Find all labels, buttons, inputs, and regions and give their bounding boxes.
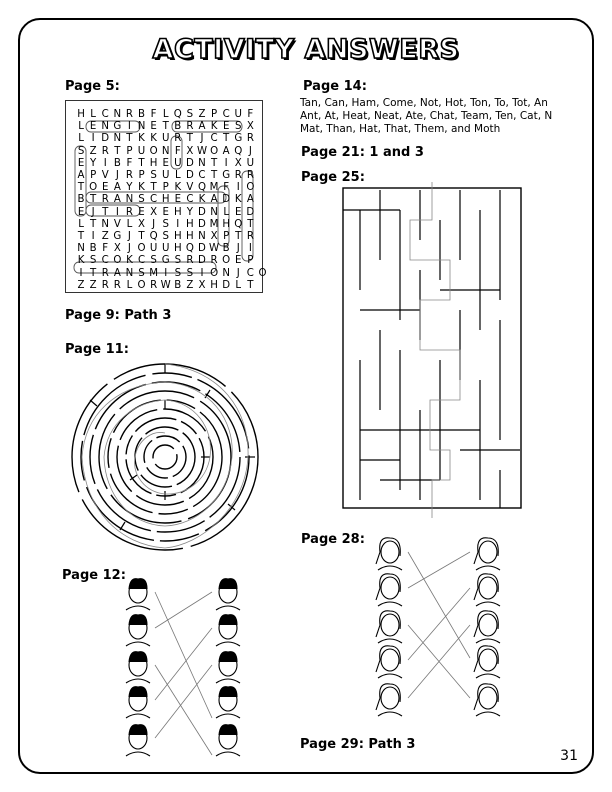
word-search-letter: P [90,170,97,181]
word-search-letter: C [101,109,109,120]
word-search-letter: J [236,267,240,279]
word-search-letter: Z [198,109,206,120]
word-search-row [75,182,256,193]
word-search-letter: W [196,145,208,157]
word-search-letter: L [78,218,84,230]
word-search-letter: R [186,255,194,267]
word-search-letter: S [162,231,169,242]
word-search-letter: K [210,121,218,133]
word-search-letter: G [113,121,122,133]
word-search-letter: R [101,194,109,206]
word-search-letter: N [77,243,85,255]
word-search-row [75,207,256,218]
word-search-letter: Z [89,145,97,157]
word-search-letter: Q [197,182,206,194]
word-search-letter: O [89,182,98,194]
word-search-letter: S [235,121,242,133]
word-search-letter: M [149,267,158,279]
word-search-letter: Z [77,279,85,291]
word-search-letter: J [127,231,131,242]
word-search-letter: T [138,231,145,242]
word-search-letter: F [247,109,254,120]
word-search-letter: E [174,194,182,206]
word-search-letter: A [113,194,121,206]
word-search-letter: D [222,279,231,291]
word-search-row [75,133,256,144]
word-search-letter: A [198,121,206,133]
word-search-row [75,194,256,205]
word-search-letter: I [200,267,204,279]
word-search-letter: L [126,218,133,230]
word-search-letter: R [210,255,218,267]
word-search-letter: R [125,170,133,181]
word-search-letter: B [174,121,182,133]
word-search-letter: W [160,279,171,291]
word-search-letter: P [126,145,133,157]
word-search-letter: E [162,206,169,218]
word-search-letter: E [162,157,169,169]
word-search-letter: R [101,145,109,157]
word-search-letter: D [185,157,194,169]
word-search-letter: O [246,182,255,194]
word-search-letter: D [198,206,206,218]
word-search-letter: H [186,218,194,230]
word-search-letter: E [235,206,242,218]
word-search-letter: D [222,194,231,206]
word-search-row [75,268,269,279]
page-title: ACTIVITY ANSWERS [152,34,460,65]
girl-face-icon [479,614,497,636]
word-search-letter: R [186,121,194,133]
word-search-letter: I [103,157,107,169]
word-search-letter: C [101,255,109,267]
word-search-letter: F [150,109,157,120]
word-search-letter: U [161,243,170,255]
word-search-letter: B [89,243,97,255]
word-search-letter: Q [234,218,243,230]
label-page-9: Page 9: Path 3 [65,308,172,323]
word-search-row [75,121,256,132]
word-search-letter: N [198,231,206,242]
word-search-letter: M [209,182,219,194]
word-search-letter: I [248,243,252,255]
word-search-row [75,255,256,266]
word-search-letter: J [127,243,131,255]
word-search-letter: J [236,243,240,255]
word-search-letter: R [246,231,254,242]
word-search-letter: N [210,206,218,218]
word-search-letter: F [174,145,181,157]
word-search-letter: E [77,157,85,169]
label-page-21: Page 21: 1 and 3 [301,145,424,160]
word-search-letter: C [246,267,254,279]
word-search-letter: N [161,145,170,157]
word-search-row [75,231,256,242]
word-search-letter: E [138,206,145,218]
word-search-letter: Q [185,243,194,255]
word-search-row [75,146,256,157]
circular-maze [60,360,270,555]
word-search-letter: J [152,218,156,230]
word-search-letter: R [234,170,242,181]
word-search-letter: X [186,145,194,157]
word-search-letter: X [138,218,145,230]
rectangular-maze [340,180,525,520]
word-search-letter: H [77,109,85,120]
word-search-letter: P [223,231,230,242]
girl-face-icon [479,649,497,671]
word-search-letter: A [210,194,218,206]
word-search-letter: S [150,170,157,181]
word-search-letter: X [198,279,206,291]
word-search-letter: O [113,255,122,267]
word-search-letter: N [137,121,146,133]
word-search-letter: D [198,218,206,230]
word-search-letter: T [102,206,109,218]
word-search-letter: N [222,267,230,279]
word-search-letter: R [113,279,121,291]
word-search-letter: J [248,145,252,157]
word-search-letter: O [222,255,231,267]
girl-face-icon [381,541,399,563]
word-search-letter: W [209,243,220,255]
word-search-letter: I [224,157,228,169]
word-search-letter: C [137,255,146,267]
word-search-letter: U [137,145,146,157]
word-search-letter: B [113,157,121,169]
word-search-letter: C [186,194,194,206]
word-search-letter: K [138,133,145,145]
word-search-letter: X [234,157,242,169]
word-search-letter: E [77,206,85,218]
word-search-letter: H [173,243,182,255]
word-search-letter: H [173,231,182,242]
word-search-letter: E [235,255,242,267]
word-search-letter: E [102,182,109,194]
word-search-letter: Q [173,109,182,120]
word-search-letter: P [247,255,254,267]
label-page-28: Page 28: [301,532,365,547]
word-search-letter: D [246,206,255,218]
word-search-letter: K [126,255,133,267]
word-search-letter: V [186,182,194,194]
word-search-letter: R [174,133,182,145]
word-search-letter: S [162,218,169,230]
girl-face-icon [479,687,497,709]
word-search-letter: N [125,194,134,206]
word-search-letter: K [77,255,85,267]
word-search-row [75,170,256,181]
word-search-letter: C [150,194,158,206]
word-search-letter: F [126,157,133,169]
word-search-letter: T [186,133,193,145]
word-search-letter: O [258,267,267,279]
word-search-letter: P [138,170,145,181]
girl-face-icon [479,541,497,563]
word-search-letter: K [198,194,206,206]
word-search-letter: A [77,170,85,181]
word-search-letter: A [113,267,121,279]
word-search-letter: Z [101,231,109,242]
word-search-letter: T [77,182,85,194]
word-search-letter: R [101,279,109,291]
girl-face-icon [381,649,399,671]
word-search-letter: D [198,243,206,255]
word-search-letter: H [149,157,158,169]
word-search-letter: J [115,170,119,181]
word-search-letter: S [89,255,97,267]
label-page-29: Page 29: Path 3 [300,737,416,752]
word-search-letter: U [234,109,242,120]
word-search-letter: L [126,279,133,291]
word-search-letter: T [138,157,145,169]
label-page-25: Page 25: [301,170,365,185]
word-search-letter: S [186,109,194,120]
word-search-letter: H [186,231,194,242]
word-search-letter: J [91,206,95,218]
label-page-11: Page 11: [65,342,129,357]
word-search-letter: O [210,267,219,279]
label-page-12: Page 12: [62,568,126,583]
word-search-letter: D [185,170,194,181]
word-search-letter: L [235,279,242,291]
word-search-letter: Y [90,157,97,169]
word-search-letter: A [113,182,121,194]
word-search-letter: Z [186,279,194,291]
word-search-grid [65,100,267,293]
word-search-letter: L [78,121,84,133]
page-14-answer-text: Tan, Can, Ham, Come, Not, Hot, Ton, To, Tot, An Ant, At, Heat, Neat, Ate, Chat, Team, Ten, Cat, N Mat, Than, Hat, That, Them, and Moth [300,97,553,135]
word-search-letter: O [149,145,158,157]
word-search-letter: H [222,218,230,230]
word-search-letter: S [150,255,157,267]
word-search-letter: R [101,267,109,279]
word-search-letter: T [235,231,242,242]
word-search-letter: T [247,279,254,291]
word-search-letter: L [78,133,84,145]
word-search-letter: N [198,157,206,169]
girl-face-icon [381,614,399,636]
word-search-letter: G [113,231,122,242]
word-search-letter: O [210,145,219,157]
word-search-letter: K [150,133,157,145]
word-search-letter: K [234,194,242,206]
word-search-letter: T [223,133,230,145]
word-search-letter: B [222,243,230,255]
word-search-letter: S [138,194,145,206]
word-search-row [75,243,256,254]
word-search-letter: S [77,145,85,157]
word-search-row [75,109,256,120]
girl-face-icon [479,577,497,599]
word-search-letter: T [210,170,218,181]
word-search-letter: A [246,194,254,206]
word-search-letter: L [174,170,181,181]
word-search-letter: P [211,109,218,120]
label-page-5: Page 5: [65,79,120,94]
matching-faces-men [120,570,250,765]
word-search-letter: D [198,255,206,267]
word-search-letter: Z [89,279,97,291]
word-search-letter: I [164,267,168,279]
word-search-letter: P [162,182,169,194]
word-search-letter: T [247,218,254,230]
word-search-letter: E [89,121,97,133]
label-page-14: Page 14: [303,79,367,94]
word-search-letter: B [77,194,85,206]
word-search-letter: L [90,109,96,120]
word-search-letter: O [137,243,146,255]
word-search-letter: A [222,145,230,157]
word-search-letter: Q [234,145,243,157]
word-search-letter: L [223,206,230,218]
word-search-letter: X [150,206,158,218]
word-search-letter: U [161,170,170,181]
word-search-letter: S [138,267,145,279]
word-search-letter: D [101,133,110,145]
word-search-letter: I [79,267,83,279]
word-search-letter: L [162,109,169,120]
word-search-letter: T [210,157,218,169]
word-search-letter: I [115,206,119,218]
word-search-letter: T [90,218,97,230]
word-search-letter: G [161,255,170,267]
word-search-letter: X [113,243,121,255]
word-search-row [75,280,256,291]
word-search-letter: K [174,182,182,194]
word-search-letter: M [209,218,219,230]
word-search-letter: K [138,182,145,194]
word-search-letter: O [137,279,146,291]
word-search-letter: T [162,121,169,133]
word-search-letter: I [91,231,95,242]
page-number: 31 [560,748,578,764]
word-search-letter: I [127,121,131,133]
word-search-letter: T [114,145,121,157]
word-search-letter: C [210,133,218,145]
word-search-letter: H [161,194,170,206]
word-search-letter: N [101,218,110,230]
word-search-letter: V [113,218,121,230]
word-search-letter: U [149,243,158,255]
word-search-letter: R [125,109,133,120]
word-search-letter: F [102,243,109,255]
word-search-letter: N [113,133,122,145]
word-search-row [75,219,256,230]
word-search-letter: G [234,133,243,145]
girl-face-icon [381,577,399,599]
word-search-letter: S [174,267,182,279]
word-search-letter: U [161,133,170,145]
matching-faces-girls [370,530,510,725]
word-search-letter: T [150,182,157,194]
word-search-letter: S [186,267,194,279]
word-search-letter: V [101,170,109,181]
word-search-letter: C [198,170,206,181]
girl-face-icon [381,687,399,709]
word-search-letter: G [222,170,231,181]
word-search-letter: U [174,157,182,169]
word-search-letter: R [246,133,254,145]
word-search-letter: E [150,121,157,133]
word-search-letter: R [246,170,254,181]
word-search-letter: T [90,267,97,279]
word-search-letter: X [210,231,218,242]
word-search-letter: N [113,109,122,120]
word-search-letter: Y [186,206,193,218]
word-search-letter: E [222,121,230,133]
word-search-letter: X [246,121,254,133]
word-search-letter: I [236,182,240,194]
word-search-letter: F [223,182,230,194]
word-search-letter: R [125,206,133,218]
word-search-letter: U [246,157,255,169]
word-search-letter: C [222,109,230,120]
word-search-letter: R [150,279,158,291]
word-search-letter: Q [149,231,158,242]
word-search-letter: J [200,133,204,145]
word-search-letter: Y [126,182,133,194]
word-search-letter: I [91,133,95,145]
word-search-letter: N [125,267,134,279]
word-search-letter: I [176,218,180,230]
word-search-letter: B [174,279,182,291]
word-search-letter: H [173,206,182,218]
word-search-letter: T [126,133,133,145]
word-search-letter: H [210,279,218,291]
word-search-letter: S [174,255,182,267]
word-search-letter: T [90,194,97,206]
word-search-letter: T [77,231,85,242]
word-search-row [75,158,256,169]
word-search-letter: N [101,121,110,133]
word-search-letter: B [138,109,146,120]
